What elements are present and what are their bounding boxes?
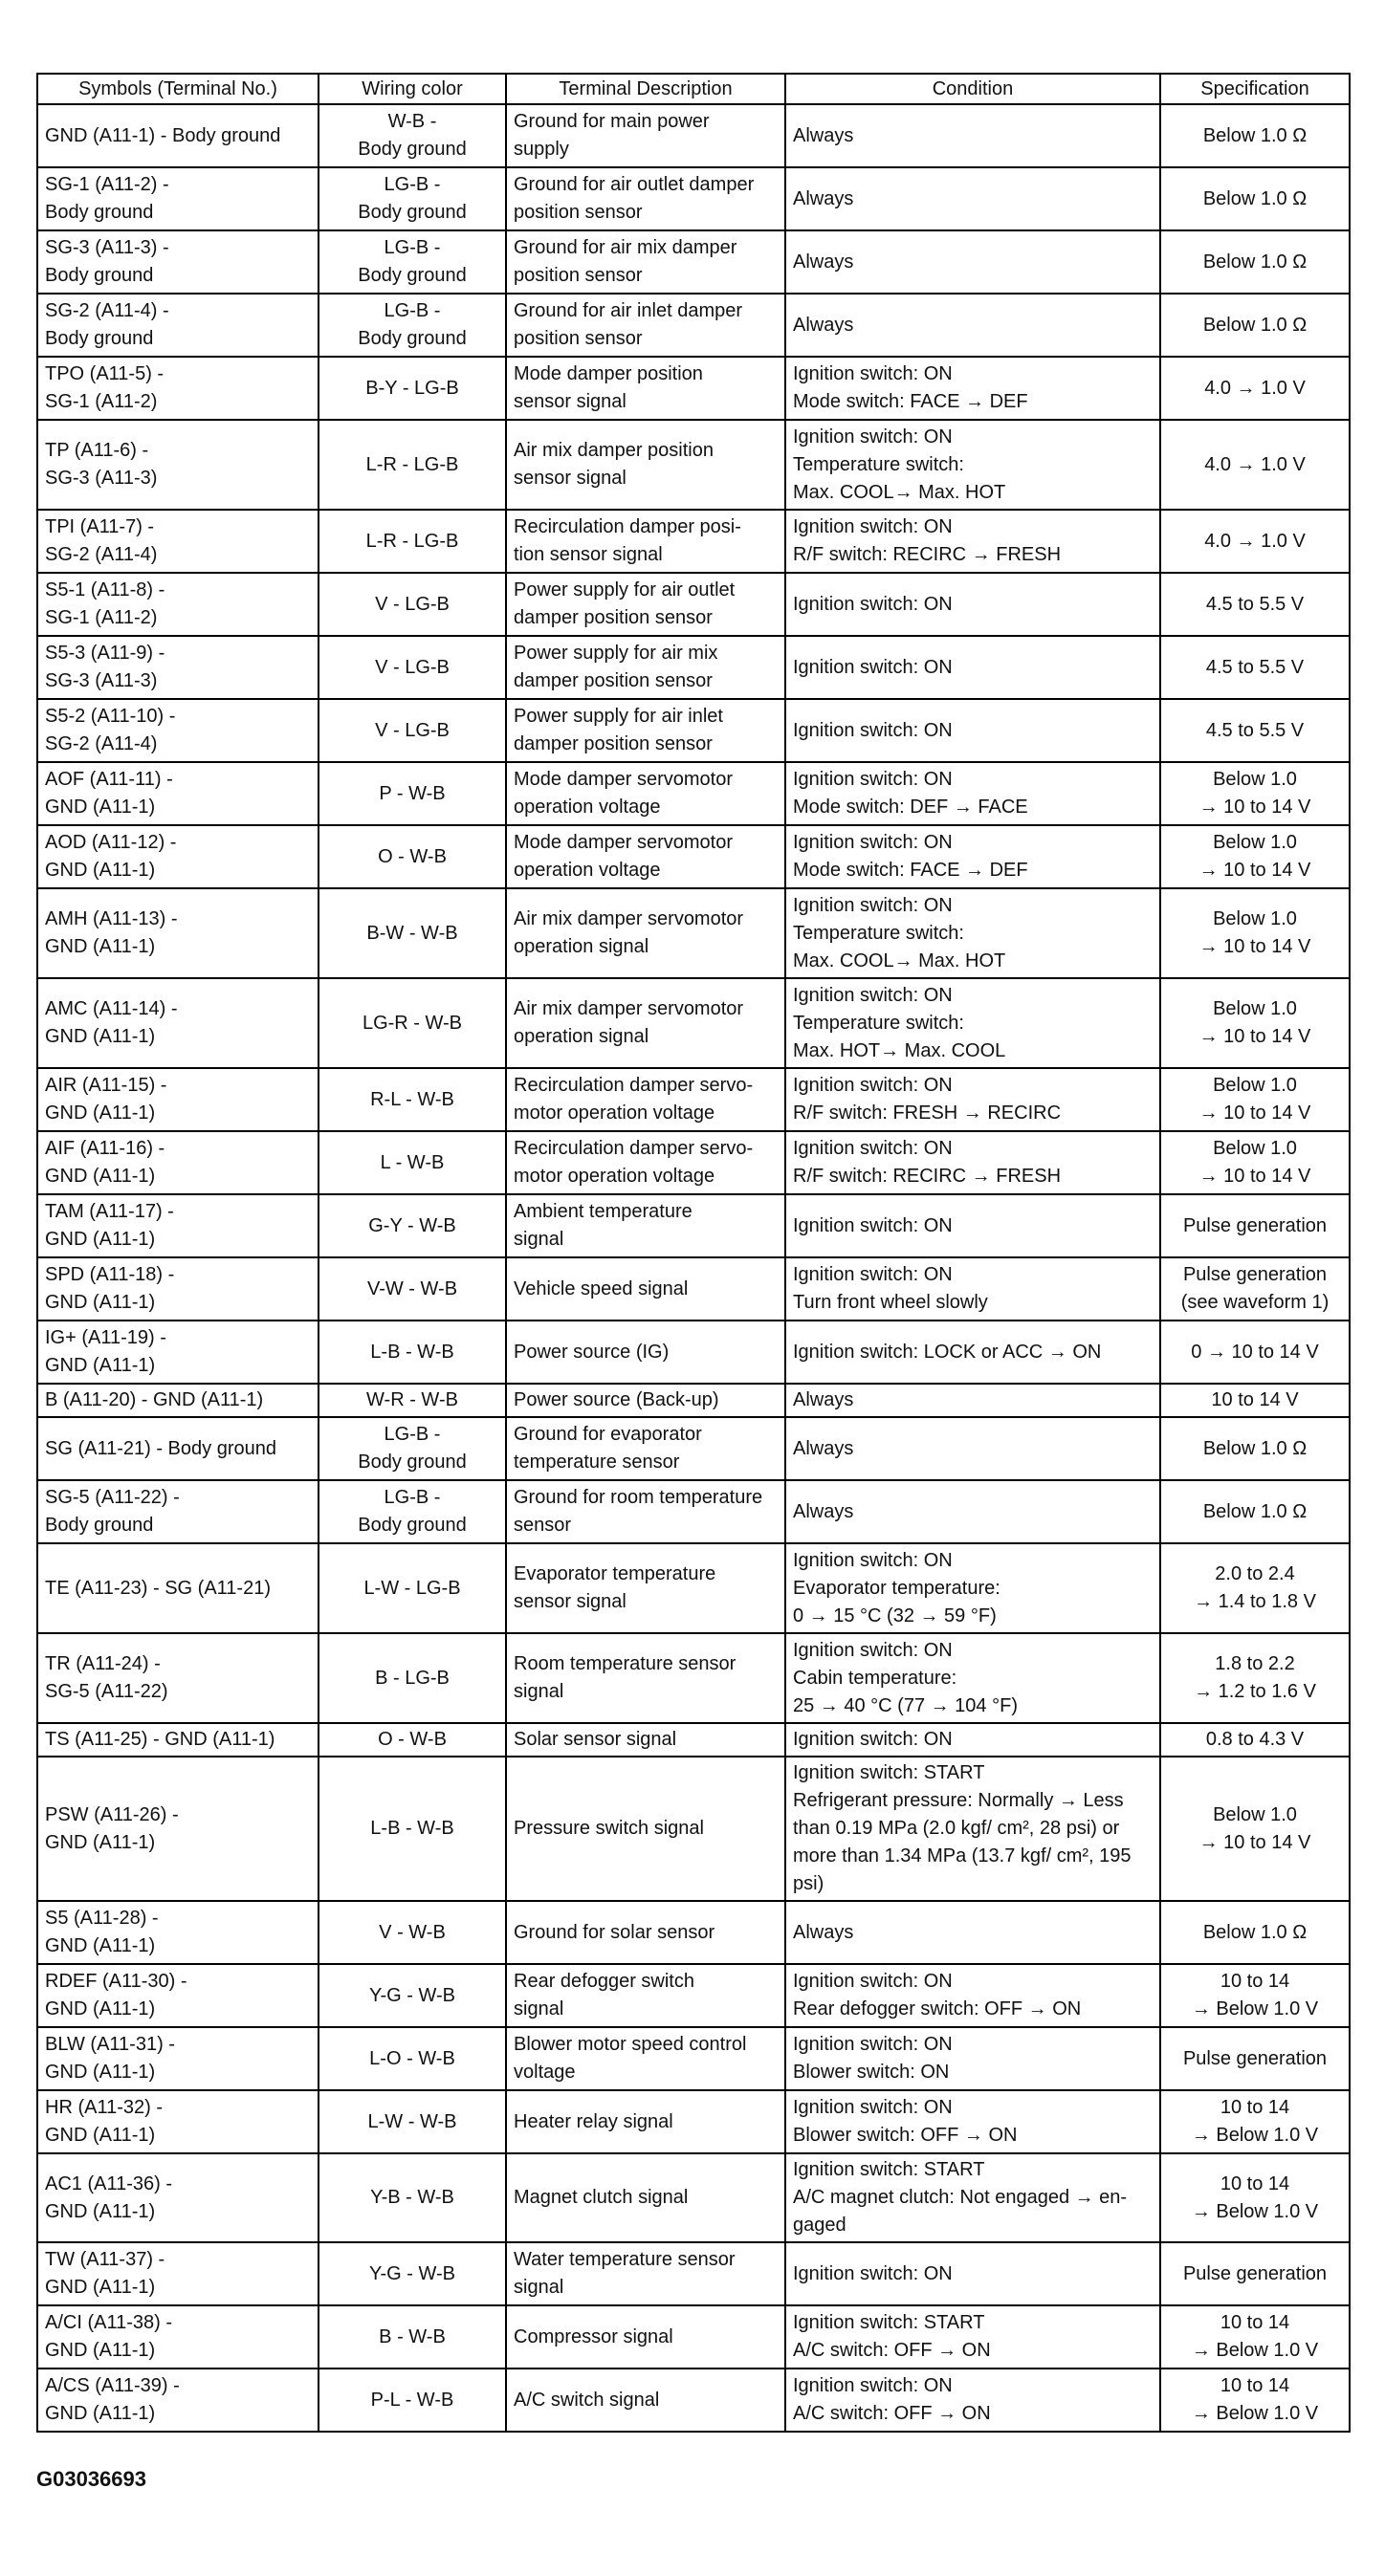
cell-condition: Ignition switch: ON Cabin temperature: 25 → 40 °C (77 → 104 °F) xyxy=(785,1633,1160,1723)
cell-wiring-color: P - W-B xyxy=(319,762,506,825)
header-wiring-color: Wiring color xyxy=(319,74,506,104)
cell-specification: 4.5 to 5.5 V xyxy=(1160,636,1350,699)
document-code: G03036693 xyxy=(36,2467,146,2491)
cell-symbol: TAM (A11-17) - GND (A11-1) xyxy=(37,1194,319,1257)
table-row xyxy=(37,230,1350,294)
cell-terminal-description: Room temperature sensor signal xyxy=(506,1633,785,1723)
cell-condition: Ignition switch: ON R/F switch: RECIRC → FRESH xyxy=(785,1131,1160,1194)
cell-specification: Below 1.0 Ω xyxy=(1160,294,1350,357)
cell-condition: Ignition switch: ON R/F switch: RECIRC → FRESH xyxy=(785,510,1160,573)
cell-symbol: AC1 (A11-36) - GND (A11-1) xyxy=(37,2153,319,2242)
cell-specification: 4.0 → 1.0 V xyxy=(1160,357,1350,420)
cell-specification: 0 → 10 to 14 V xyxy=(1160,1321,1350,1384)
table-row xyxy=(37,573,1350,636)
cell-symbol: AMH (A11-13) - GND (A11-1) xyxy=(37,888,319,978)
cell-specification: Pulse generation (see waveform 1) xyxy=(1160,1257,1350,1321)
cell-symbol: TR (A11-24) - SG-5 (A11-22) xyxy=(37,1633,319,1723)
cell-specification: Below 1.0 Ω xyxy=(1160,167,1350,230)
cell-terminal-description: Recirculation damper posi- tion sensor signal xyxy=(506,510,785,573)
cell-symbol: SG (A11-21) - Body ground xyxy=(37,1417,319,1480)
table-row xyxy=(37,762,1350,825)
cell-condition: Always xyxy=(785,1901,1160,1964)
cell-wiring-color: B-Y - LG-B xyxy=(319,357,506,420)
cell-specification: Below 1.0 → 10 to 14 V xyxy=(1160,762,1350,825)
table-row xyxy=(37,699,1350,762)
cell-terminal-description: Air mix damper servomotor operation signal xyxy=(506,888,785,978)
cell-terminal-description: Ground for air inlet damper position sensor xyxy=(506,294,785,357)
cell-specification: 2.0 to 2.4 → 1.4 to 1.8 V xyxy=(1160,1543,1350,1633)
table-row xyxy=(37,1068,1350,1131)
cell-terminal-description: Power supply for air outlet damper position sensor xyxy=(506,573,785,636)
cell-wiring-color: B - LG-B xyxy=(319,1633,506,1723)
cell-terminal-description: Mode damper position sensor signal xyxy=(506,357,785,420)
cell-symbol: SG-5 (A11-22) - Body ground xyxy=(37,1480,319,1543)
cell-specification: Pulse generation xyxy=(1160,2242,1350,2305)
cell-specification: Pulse generation xyxy=(1160,1194,1350,1257)
table-row xyxy=(37,2305,1350,2369)
header-specification: Specification xyxy=(1160,74,1350,104)
cell-symbol: AIR (A11-15) - GND (A11-1) xyxy=(37,1068,319,1131)
cell-symbol: SG-1 (A11-2) - Body ground xyxy=(37,167,319,230)
header-symbols: Symbols (Terminal No.) xyxy=(37,74,319,104)
cell-wiring-color: V - W-B xyxy=(319,1901,506,1964)
cell-wiring-color: L-W - LG-B xyxy=(319,1543,506,1633)
cell-specification: 10 to 14 → Below 1.0 V xyxy=(1160,2305,1350,2369)
cell-terminal-description: Power supply for air inlet damper position sensor xyxy=(506,699,785,762)
table-row xyxy=(37,888,1350,978)
cell-wiring-color: O - W-B xyxy=(319,1723,506,1757)
cell-condition: Ignition switch: ON Mode switch: DEF → FACE xyxy=(785,762,1160,825)
cell-wiring-color: LG-B - Body ground xyxy=(319,1480,506,1543)
cell-specification: 4.5 to 5.5 V xyxy=(1160,573,1350,636)
header-terminal-description: Terminal Description xyxy=(506,74,785,104)
table-row xyxy=(37,1384,1350,1417)
cell-terminal-description: Mode damper servomotor operation voltage xyxy=(506,825,785,888)
cell-terminal-description: Blower motor speed control voltage xyxy=(506,2027,785,2090)
cell-specification: 10 to 14 → Below 1.0 V xyxy=(1160,2090,1350,2153)
cell-wiring-color: LG-R - W-B xyxy=(319,978,506,1068)
table-row xyxy=(37,357,1350,420)
cell-terminal-description: Ground for room temperature sensor xyxy=(506,1480,785,1543)
cell-symbol: TE (A11-23) - SG (A11-21) xyxy=(37,1543,319,1633)
table-row xyxy=(37,825,1350,888)
cell-symbol: A/CI (A11-38) - GND (A11-1) xyxy=(37,2305,319,2369)
cell-symbol: TPO (A11-5) - SG-1 (A11-2) xyxy=(37,357,319,420)
cell-terminal-description: Air mix damper servomotor operation signal xyxy=(506,978,785,1068)
cell-specification: Below 1.0 → 10 to 14 V xyxy=(1160,1131,1350,1194)
cell-wiring-color: L-R - LG-B xyxy=(319,420,506,510)
cell-terminal-description: Evaporator temperature sensor signal xyxy=(506,1543,785,1633)
cell-wiring-color: G-Y - W-B xyxy=(319,1194,506,1257)
cell-condition: Ignition switch: ON xyxy=(785,1723,1160,1757)
cell-condition: Ignition switch: ON Blower switch: OFF → ON xyxy=(785,2090,1160,2153)
cell-condition: Ignition switch: ON R/F switch: FRESH → RECIRC xyxy=(785,1068,1160,1131)
cell-specification: Below 1.0 → 10 to 14 V xyxy=(1160,825,1350,888)
cell-terminal-description: Ground for solar sensor xyxy=(506,1901,785,1964)
cell-wiring-color: LG-B - Body ground xyxy=(319,294,506,357)
table-row xyxy=(37,1257,1350,1321)
cell-terminal-description: Magnet clutch signal xyxy=(506,2153,785,2242)
cell-specification: Below 1.0 Ω xyxy=(1160,1417,1350,1480)
cell-terminal-description: Recirculation damper servo- motor operation voltage xyxy=(506,1131,785,1194)
table-body xyxy=(37,104,1350,2432)
cell-symbol: S5-3 (A11-9) - SG-3 (A11-3) xyxy=(37,636,319,699)
cell-terminal-description: Recirculation damper servo- motor operation voltage xyxy=(506,1068,785,1131)
table-row xyxy=(37,167,1350,230)
table-row xyxy=(37,1723,1350,1757)
cell-specification: Below 1.0 → 10 to 14 V xyxy=(1160,888,1350,978)
cell-terminal-description: Water temperature sensor signal xyxy=(506,2242,785,2305)
table-row xyxy=(37,1757,1350,1901)
cell-wiring-color: LG-B - Body ground xyxy=(319,167,506,230)
cell-symbol: TP (A11-6) - SG-3 (A11-3) xyxy=(37,420,319,510)
cell-condition: Always xyxy=(785,104,1160,167)
cell-condition: Always xyxy=(785,230,1160,294)
cell-wiring-color: L-O - W-B xyxy=(319,2027,506,2090)
table-row xyxy=(37,2153,1350,2242)
cell-wiring-color: LG-B - Body ground xyxy=(319,230,506,294)
cell-condition: Ignition switch: LOCK or ACC → ON xyxy=(785,1321,1160,1384)
cell-wiring-color: V - LG-B xyxy=(319,573,506,636)
cell-terminal-description: Ground for air outlet damper position sensor xyxy=(506,167,785,230)
table-row xyxy=(37,2242,1350,2305)
cell-symbol: AMC (A11-14) - GND (A11-1) xyxy=(37,978,319,1068)
cell-wiring-color: V-W - W-B xyxy=(319,1257,506,1321)
cell-wiring-color: B - W-B xyxy=(319,2305,506,2369)
cell-condition: Ignition switch: ON xyxy=(785,573,1160,636)
cell-condition: Ignition switch: START A/C magnet clutch: Not engaged → en- gaged xyxy=(785,2153,1160,2242)
table-row xyxy=(37,1633,1350,1723)
cell-wiring-color: Y-G - W-B xyxy=(319,1964,506,2027)
cell-condition: Ignition switch: START A/C switch: OFF → ON xyxy=(785,2305,1160,2369)
table-row xyxy=(37,1901,1350,1964)
cell-condition: Always xyxy=(785,1417,1160,1480)
cell-wiring-color: L-B - W-B xyxy=(319,1321,506,1384)
cell-terminal-description: Heater relay signal xyxy=(506,2090,785,2153)
table-row xyxy=(37,510,1350,573)
table-row xyxy=(37,2369,1350,2432)
cell-condition: Ignition switch: ON Mode switch: FACE → DEF xyxy=(785,825,1160,888)
cell-condition: Ignition switch: ON xyxy=(785,1194,1160,1257)
cell-condition: Ignition switch: ON A/C switch: OFF → ON xyxy=(785,2369,1160,2432)
cell-specification: 1.8 to 2.2 → 1.2 to 1.6 V xyxy=(1160,1633,1350,1723)
table-row xyxy=(37,1131,1350,1194)
cell-specification: Below 1.0 → 10 to 14 V xyxy=(1160,1757,1350,1901)
cell-wiring-color: L-W - W-B xyxy=(319,2090,506,2153)
table-row xyxy=(37,2027,1350,2090)
cell-condition: Ignition switch: ON Rear defogger switch: OFF → ON xyxy=(785,1964,1160,2027)
table-row xyxy=(37,636,1350,699)
table-row xyxy=(37,420,1350,510)
cell-symbol: SG-3 (A11-3) - Body ground xyxy=(37,230,319,294)
cell-terminal-description: Ground for main power supply xyxy=(506,104,785,167)
cell-terminal-description: Power source (IG) xyxy=(506,1321,785,1384)
table-row xyxy=(37,2090,1350,2153)
cell-wiring-color: Y-B - W-B xyxy=(319,2153,506,2242)
cell-wiring-color: L-B - W-B xyxy=(319,1757,506,1901)
cell-wiring-color: W-B - Body ground xyxy=(319,104,506,167)
cell-wiring-color: B-W - W-B xyxy=(319,888,506,978)
cell-symbol: B (A11-20) - GND (A11-1) xyxy=(37,1384,319,1417)
cell-condition: Always xyxy=(785,1384,1160,1417)
table-row xyxy=(37,1543,1350,1633)
cell-wiring-color: Y-G - W-B xyxy=(319,2242,506,2305)
table-header-row xyxy=(37,74,1350,104)
cell-symbol: S5 (A11-28) - GND (A11-1) xyxy=(37,1901,319,1964)
cell-symbol: GND (A11-1) - Body ground xyxy=(37,104,319,167)
cell-wiring-color: R-L - W-B xyxy=(319,1068,506,1131)
cell-condition: Ignition switch: ON xyxy=(785,699,1160,762)
cell-wiring-color: L-R - LG-B xyxy=(319,510,506,573)
cell-condition: Always xyxy=(785,1480,1160,1543)
cell-symbol: S5-2 (A11-10) - SG-2 (A11-4) xyxy=(37,699,319,762)
cell-condition: Ignition switch: ON Temperature switch: Max. COOL→ Max. HOT xyxy=(785,888,1160,978)
cell-specification: Below 1.0 Ω xyxy=(1160,1480,1350,1543)
cell-terminal-description: Vehicle speed signal xyxy=(506,1257,785,1321)
table-row xyxy=(37,1321,1350,1384)
cell-symbol: AOD (A11-12) - GND (A11-1) xyxy=(37,825,319,888)
cell-terminal-description: Mode damper servomotor operation voltage xyxy=(506,762,785,825)
cell-symbol: S5-1 (A11-8) - SG-1 (A11-2) xyxy=(37,573,319,636)
cell-symbol: A/CS (A11-39) - GND (A11-1) xyxy=(37,2369,319,2432)
cell-symbol: SG-2 (A11-4) - Body ground xyxy=(37,294,319,357)
cell-specification: Below 1.0 Ω xyxy=(1160,104,1350,167)
table-row xyxy=(37,1480,1350,1543)
cell-terminal-description: Power source (Back-up) xyxy=(506,1384,785,1417)
cell-specification: 0.8 to 4.3 V xyxy=(1160,1723,1350,1757)
cell-specification: Pulse generation xyxy=(1160,2027,1350,2090)
cell-wiring-color: W-R - W-B xyxy=(319,1384,506,1417)
cell-terminal-description: Solar sensor signal xyxy=(506,1723,785,1757)
table-row xyxy=(37,978,1350,1068)
cell-terminal-description: Ground for evaporator temperature sensor xyxy=(506,1417,785,1480)
cell-symbol: TW (A11-37) - GND (A11-1) xyxy=(37,2242,319,2305)
cell-terminal-description: Ground for air mix damper position sensor xyxy=(506,230,785,294)
cell-terminal-description: Pressure switch signal xyxy=(506,1757,785,1901)
cell-specification: 4.5 to 5.5 V xyxy=(1160,699,1350,762)
cell-specification: Below 1.0 → 10 to 14 V xyxy=(1160,1068,1350,1131)
cell-condition: Ignition switch: ON xyxy=(785,636,1160,699)
cell-condition: Ignition switch: ON Temperature switch: Max. HOT→ Max. COOL xyxy=(785,978,1160,1068)
cell-wiring-color: LG-B - Body ground xyxy=(319,1417,506,1480)
cell-specification: 10 to 14 → Below 1.0 V xyxy=(1160,2369,1350,2432)
cell-condition: Always xyxy=(785,167,1160,230)
cell-specification: Below 1.0 Ω xyxy=(1160,1901,1350,1964)
cell-symbol: TS (A11-25) - GND (A11-1) xyxy=(37,1723,319,1757)
cell-specification: 4.0 → 1.0 V xyxy=(1160,510,1350,573)
table-row xyxy=(37,1964,1350,2027)
cell-wiring-color: P-L - W-B xyxy=(319,2369,506,2432)
cell-specification: Below 1.0 → 10 to 14 V xyxy=(1160,978,1350,1068)
cell-terminal-description: Compressor signal xyxy=(506,2305,785,2369)
cell-terminal-description: Power supply for air mix damper position sensor xyxy=(506,636,785,699)
cell-condition: Always xyxy=(785,294,1160,357)
cell-symbol: AIF (A11-16) - GND (A11-1) xyxy=(37,1131,319,1194)
table-row xyxy=(37,1194,1350,1257)
cell-wiring-color: L - W-B xyxy=(319,1131,506,1194)
cell-wiring-color: V - LG-B xyxy=(319,636,506,699)
cell-wiring-color: O - W-B xyxy=(319,825,506,888)
cell-symbol: PSW (A11-26) - GND (A11-1) xyxy=(37,1757,319,1901)
cell-specification: 10 to 14 V xyxy=(1160,1384,1350,1417)
cell-condition: Ignition switch: ON Temperature switch: Max. COOL→ Max. HOT xyxy=(785,420,1160,510)
cell-symbol: BLW (A11-31) - GND (A11-1) xyxy=(37,2027,319,2090)
table-row xyxy=(37,104,1350,167)
cell-symbol: RDEF (A11-30) - GND (A11-1) xyxy=(37,1964,319,2027)
cell-condition: Ignition switch: START Refrigerant pressure: Normally → Less than 0.19 MPa (2.0 kgf/ cm², 28 psi) or more than 1.34 MPa (13.7 kgf/ cm², 195 psi) xyxy=(785,1757,1160,1901)
cell-specification: 10 to 14 → Below 1.0 V xyxy=(1160,2153,1350,2242)
cell-symbol: AOF (A11-11) - GND (A11-1) xyxy=(37,762,319,825)
cell-wiring-color: V - LG-B xyxy=(319,699,506,762)
cell-condition: Ignition switch: ON Mode switch: FACE → DEF xyxy=(785,357,1160,420)
terminal-spec-table xyxy=(36,73,1351,2433)
cell-terminal-description: Air mix damper position sensor signal xyxy=(506,420,785,510)
cell-condition: Ignition switch: ON xyxy=(785,2242,1160,2305)
header-condition: Condition xyxy=(785,74,1160,104)
cell-terminal-description: Ambient temperature signal xyxy=(506,1194,785,1257)
cell-condition: Ignition switch: ON Evaporator temperature: 0 → 15 °C (32 → 59 °F) xyxy=(785,1543,1160,1633)
cell-specification: 4.0 → 1.0 V xyxy=(1160,420,1350,510)
cell-symbol: TPI (A11-7) - SG-2 (A11-4) xyxy=(37,510,319,573)
table-row xyxy=(37,294,1350,357)
table-row xyxy=(37,1417,1350,1480)
cell-condition: Ignition switch: ON Turn front wheel slowly xyxy=(785,1257,1160,1321)
cell-terminal-description: A/C switch signal xyxy=(506,2369,785,2432)
cell-symbol: IG+ (A11-19) - GND (A11-1) xyxy=(37,1321,319,1384)
cell-symbol: SPD (A11-18) - GND (A11-1) xyxy=(37,1257,319,1321)
cell-symbol: HR (A11-32) - GND (A11-1) xyxy=(37,2090,319,2153)
cell-specification: 10 to 14 → Below 1.0 V xyxy=(1160,1964,1350,2027)
cell-specification: Below 1.0 Ω xyxy=(1160,230,1350,294)
cell-condition: Ignition switch: ON Blower switch: ON xyxy=(785,2027,1160,2090)
cell-terminal-description: Rear defogger switch signal xyxy=(506,1964,785,2027)
